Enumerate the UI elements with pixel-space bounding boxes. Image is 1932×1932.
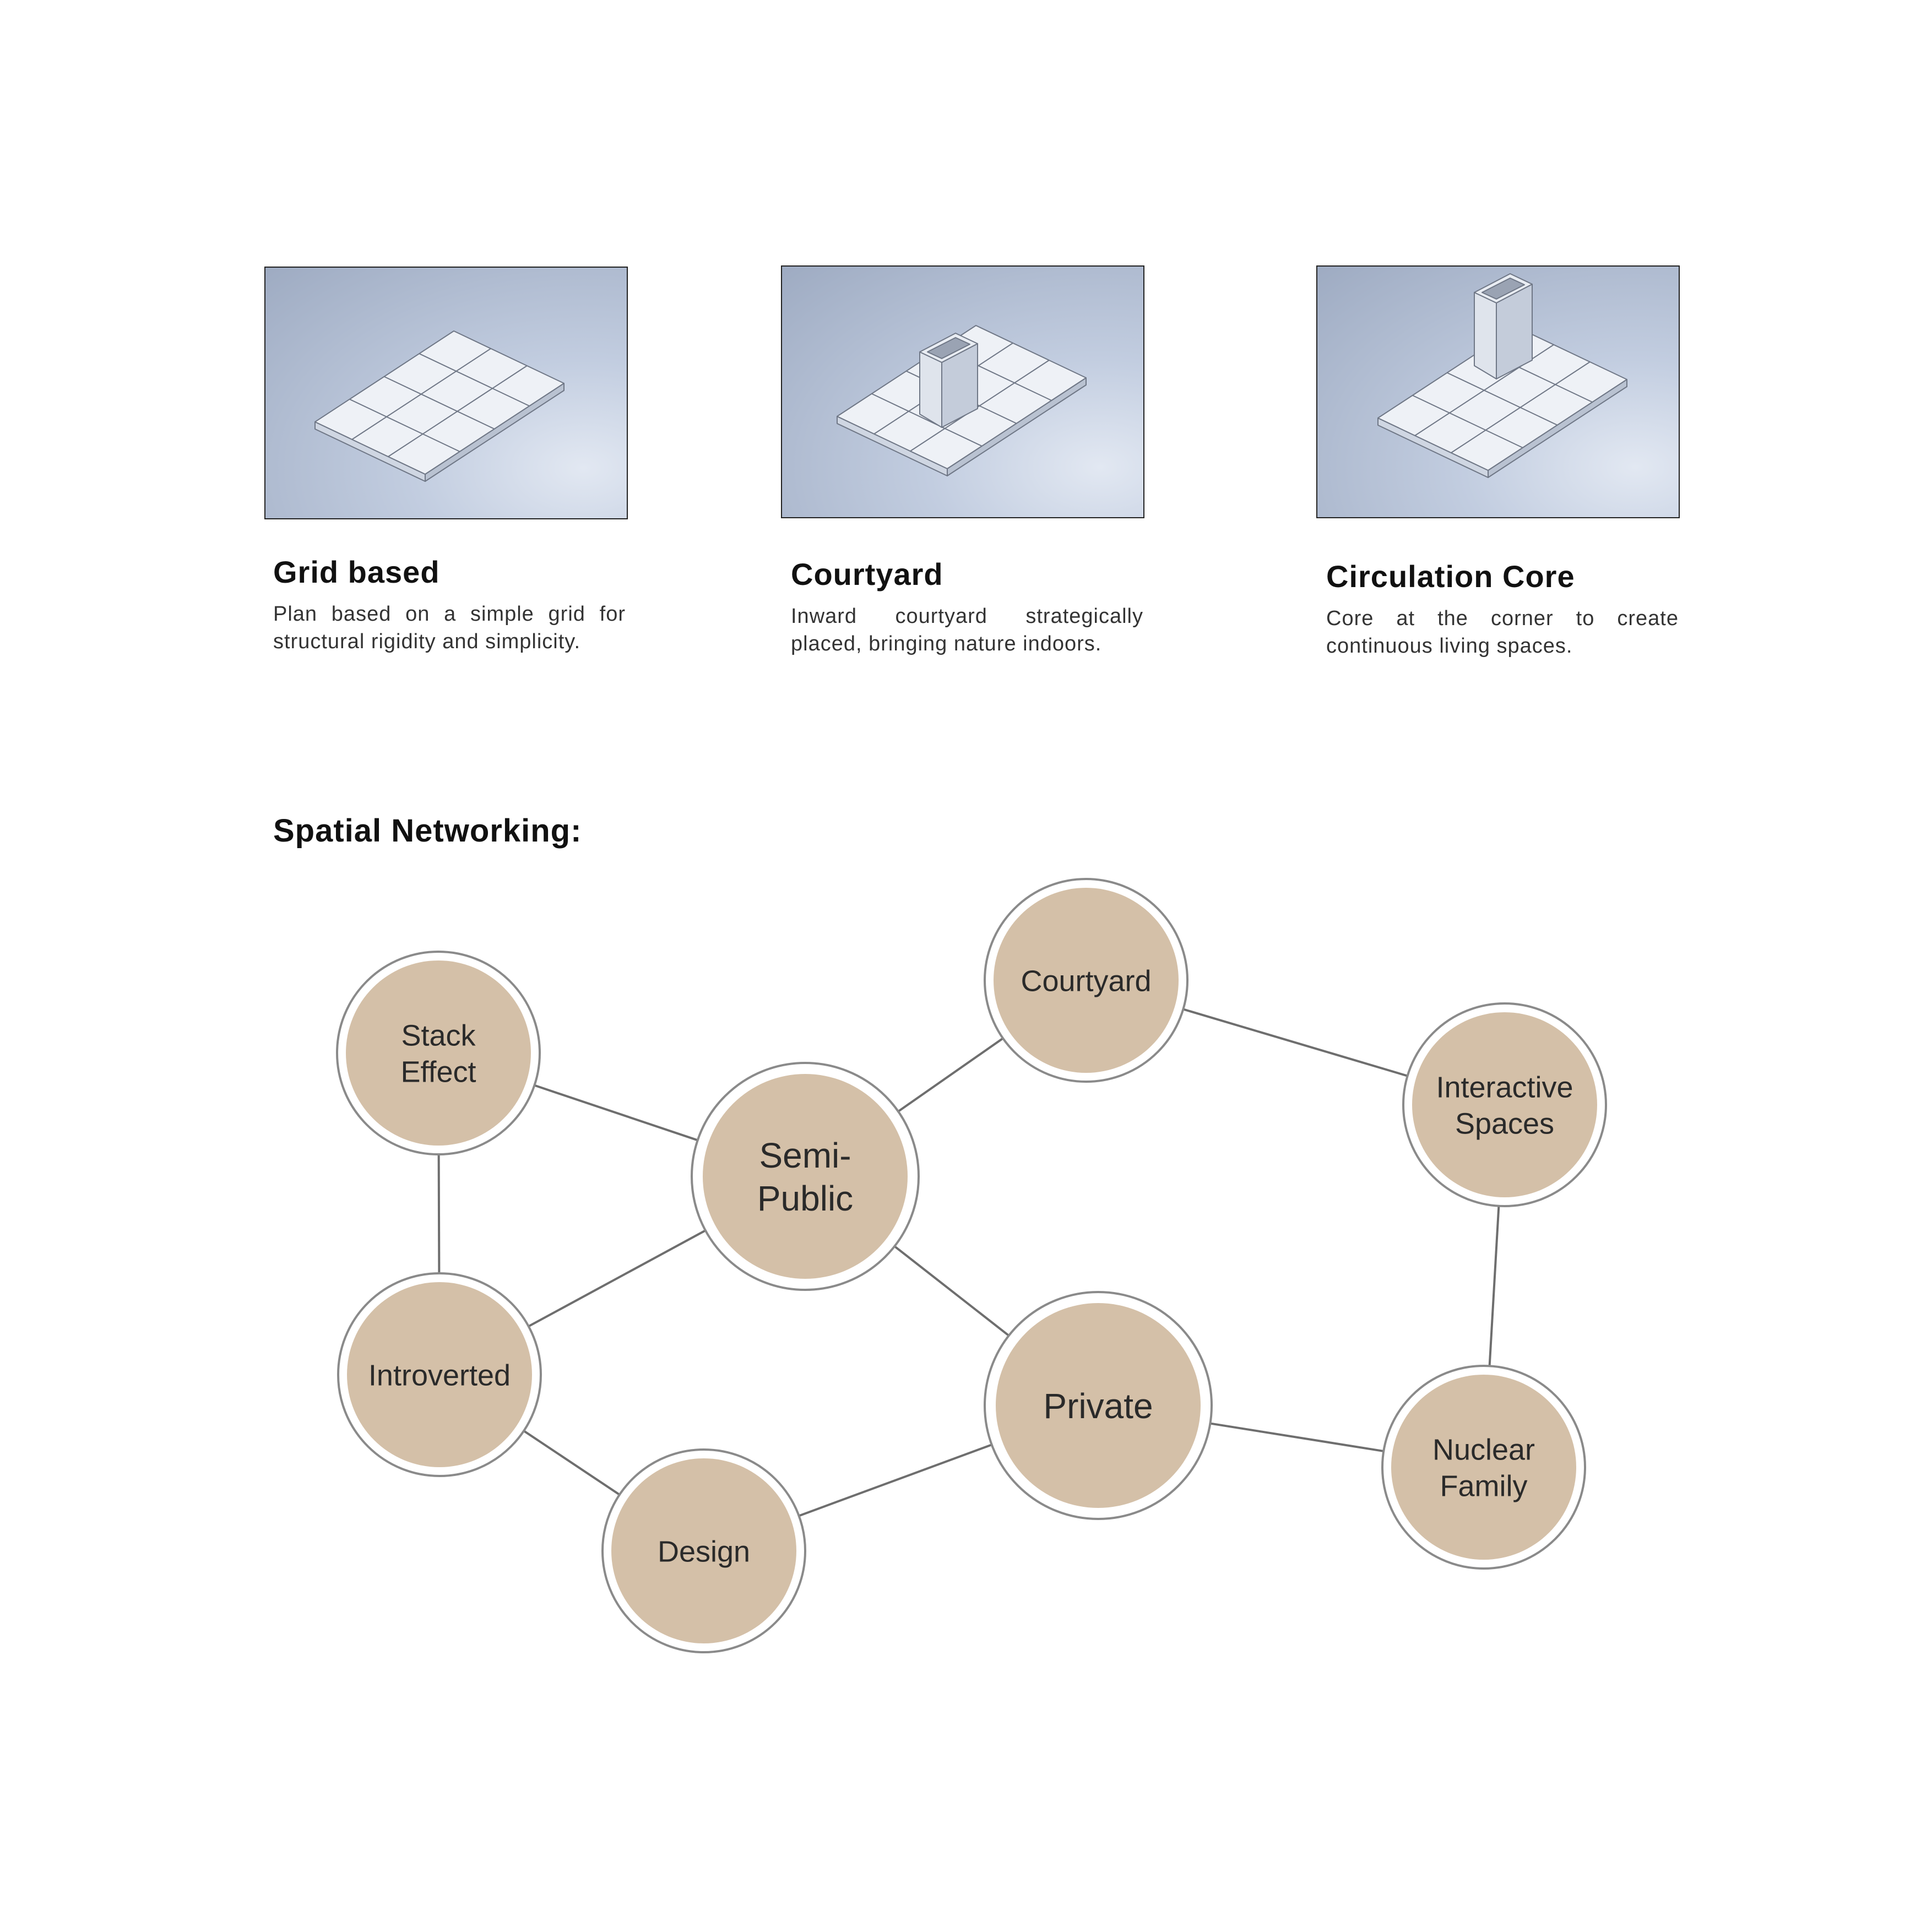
node-fill	[1412, 1012, 1597, 1197]
node-interactive	[1403, 1003, 1606, 1206]
card-title: Courtyard	[791, 557, 943, 591]
node-label: Spaces	[1455, 1107, 1555, 1141]
edge-semi-introverted	[529, 1230, 705, 1326]
node-fill	[346, 960, 531, 1146]
edge-semi-private	[894, 1246, 1008, 1336]
card-description: Inward courtyard strategically placed, bringing nature indoors.	[791, 605, 1143, 655]
network-nodes	[337, 879, 1606, 1652]
edge-design-private	[799, 1445, 992, 1516]
node-label: Family	[1440, 1469, 1528, 1503]
node-nuclear	[1382, 1366, 1585, 1569]
node-private	[985, 1292, 1212, 1519]
edge-stack-semi	[534, 1086, 697, 1141]
node-introverted	[338, 1273, 541, 1476]
node-design	[603, 1450, 805, 1652]
card-description: Core at the corner to create continuous living spaces.	[1326, 607, 1679, 658]
node-courtyard	[985, 879, 1187, 1082]
node-label: Courtyard	[1021, 964, 1152, 998]
node-label: Public	[757, 1179, 854, 1219]
node-label: Nuclear	[1432, 1433, 1535, 1467]
network-edges	[439, 1009, 1499, 1516]
card-title: Circulation Core	[1326, 559, 1575, 594]
node-label: Semi-	[759, 1136, 851, 1175]
card-description: Plan based on a simple grid for structural rigidity and simplicity.	[273, 603, 626, 653]
section-title: Spatial Networking:	[273, 813, 582, 849]
node-label: Introverted	[368, 1359, 511, 1392]
node-label: Stack	[401, 1019, 476, 1052]
node-label: Effect	[400, 1055, 476, 1089]
edge-private-nuclear	[1210, 1424, 1383, 1451]
edge-introverted-design	[524, 1431, 620, 1495]
node-label: Private	[1043, 1386, 1153, 1426]
node-fill	[703, 1074, 908, 1279]
edge-courtyard-interactive	[1183, 1009, 1407, 1076]
node-label: Design	[657, 1535, 751, 1569]
edge-semi-courtyard	[898, 1038, 1003, 1111]
node-label: Interactive	[1436, 1071, 1573, 1104]
node-fill	[1391, 1375, 1576, 1560]
node-semi	[692, 1063, 919, 1290]
node-stack	[337, 952, 540, 1154]
edge-interactive-nuclear	[1490, 1206, 1499, 1366]
card-title: Grid based	[273, 555, 440, 589]
